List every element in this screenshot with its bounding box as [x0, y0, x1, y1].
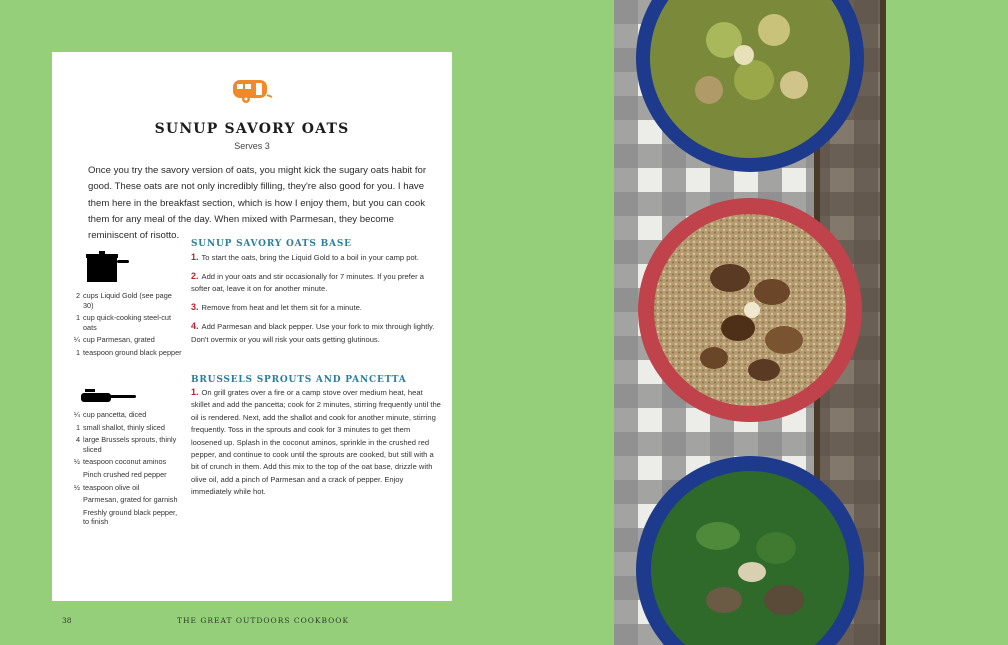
page-number: 38 — [62, 616, 72, 625]
section-title-brussels-pancetta: BRUSSELS SPROUTS AND PANCETTA — [191, 375, 407, 385]
steps-oats-base — [191, 251, 443, 351]
ingredient-item — [72, 423, 184, 433]
bowl-middle — [638, 198, 862, 422]
ingredient-item — [72, 410, 184, 420]
step-text: On grill grates over a fire or a camp stove over medium heat, heat skillet and add the pancetta; cook for 2 minutes, stirring frequently until the oil is rendered. Next, add the shallot and cook for another minute, stirring frequently. Toss in the sprouts and cook for 3 minutes to get them loosened up. Splash in the coconut aminos, sprinkle in the crushed red pepper, and continue to cook until the sprouts are cooked, but still with a bit of crunch in them. Add this mix to the top of the oat base, drizzle with olive oil, add a pinch of Parmesan and a crack of pepper. Enjoy immediately while hot. — [191, 388, 441, 497]
camper-trailer-icon — [231, 77, 273, 105]
step-number: 2. — [191, 270, 199, 281]
ingredient-item — [72, 495, 184, 505]
skillet-icon — [81, 389, 137, 407]
step-number: 1. — [191, 387, 199, 397]
ingredient-qty: 1 — [75, 313, 80, 323]
recipe-title: SUNUP SAVORY OATS — [154, 121, 350, 137]
step-item — [191, 301, 443, 314]
ingredient-item — [72, 483, 184, 493]
steps-brussels-pancetta — [191, 386, 443, 504]
ingredient-qty — [72, 495, 80, 505]
step-text: Remove from heat and let them sit for a minute. — [201, 303, 362, 313]
ingredient-text: cup Parmesan, grated — [83, 335, 155, 345]
ingredient-qty: 1 — [75, 422, 80, 432]
ingredient-item — [72, 508, 184, 527]
ingredient-text: teaspoon ground black pepper — [83, 347, 182, 357]
ingredients-brussels-pancetta — [72, 410, 184, 530]
step-text: Add Parmesan and black pepper. Use your fork to mix through lightly. Don't overmix or you will risk your oats getting glutinous. — [191, 322, 435, 344]
step-text: Add in your oats and stir occasionally for 7 minutes. If you prefer a softer oat, leave it on for another minute. — [191, 271, 424, 294]
ingredient-qty: 4 — [75, 435, 80, 445]
ingredient-item — [72, 348, 184, 358]
ingredient-text: Parmesan, grated for garnish — [83, 495, 178, 505]
step-number: 3. — [191, 302, 199, 313]
recipe-intro: Once you try the savory version of oats, you might kick the sugary oats habit for good. These oats are not only incredibly filling, they're also good for you. I have them here in the breakfast section, which is how I enjoy them, but you can cook them for any meal of the day. When mixed with Parmesan, they become reminiscent of risotto. — [88, 165, 427, 242]
step-item — [191, 320, 443, 346]
ingredient-qty — [72, 508, 80, 527]
book-title: THE GREAT OUTDOORS COOKBOOK — [177, 616, 350, 625]
ingredient-qty: 2 — [75, 291, 80, 300]
ingredient-text: teaspoon olive oil — [83, 482, 140, 492]
ingredient-item — [72, 457, 184, 467]
step-number: 4. — [191, 321, 199, 332]
ingredient-qty: ¼ — [73, 335, 80, 345]
step-number: 1. — [191, 252, 199, 262]
recipe-page — [52, 52, 452, 601]
serves-count: Serves 3 — [234, 141, 270, 151]
ingredient-text: Pinch crushed red pepper — [83, 469, 167, 479]
section-title-oats-base: SUNUP SAVORY OATS BASE — [191, 239, 352, 249]
ingredient-qty — [72, 470, 80, 480]
ingredient-item — [72, 313, 184, 332]
ingredient-qty: ½ — [73, 482, 80, 492]
ingredients-oats-base — [72, 291, 184, 361]
step-text: To start the oats, bring the Liquid Gold to a boil in your camp pot. — [201, 253, 419, 262]
ingredient-item — [72, 435, 184, 454]
ingredient-item — [72, 335, 184, 345]
ingredient-item — [72, 291, 184, 310]
ingredient-item — [72, 470, 184, 480]
ingredient-qty: 1 — [75, 347, 80, 357]
ingredient-text: cup quick-cooking steel-cut oats — [83, 313, 172, 332]
step-item — [191, 270, 443, 296]
camp-pot-icon — [82, 251, 130, 283]
ingredient-text: teaspoon coconut aminos — [83, 457, 167, 467]
ingredient-text: cups Liquid Gold (see page 30) — [83, 291, 172, 310]
step-item — [191, 251, 443, 264]
ingredient-qty: ½ — [73, 457, 80, 467]
step-item — [191, 386, 443, 499]
ingredient-text: Freshly ground black pepper, to finish — [83, 507, 178, 527]
ingredient-qty: ¼ — [73, 410, 80, 419]
food-photo — [614, 0, 886, 645]
ingredient-text: small shallot, thinly sliced — [83, 422, 165, 432]
ingredient-text: large Brussels sprouts, thinly sliced — [83, 435, 177, 454]
ingredient-text: cup pancetta, diced — [83, 410, 147, 419]
